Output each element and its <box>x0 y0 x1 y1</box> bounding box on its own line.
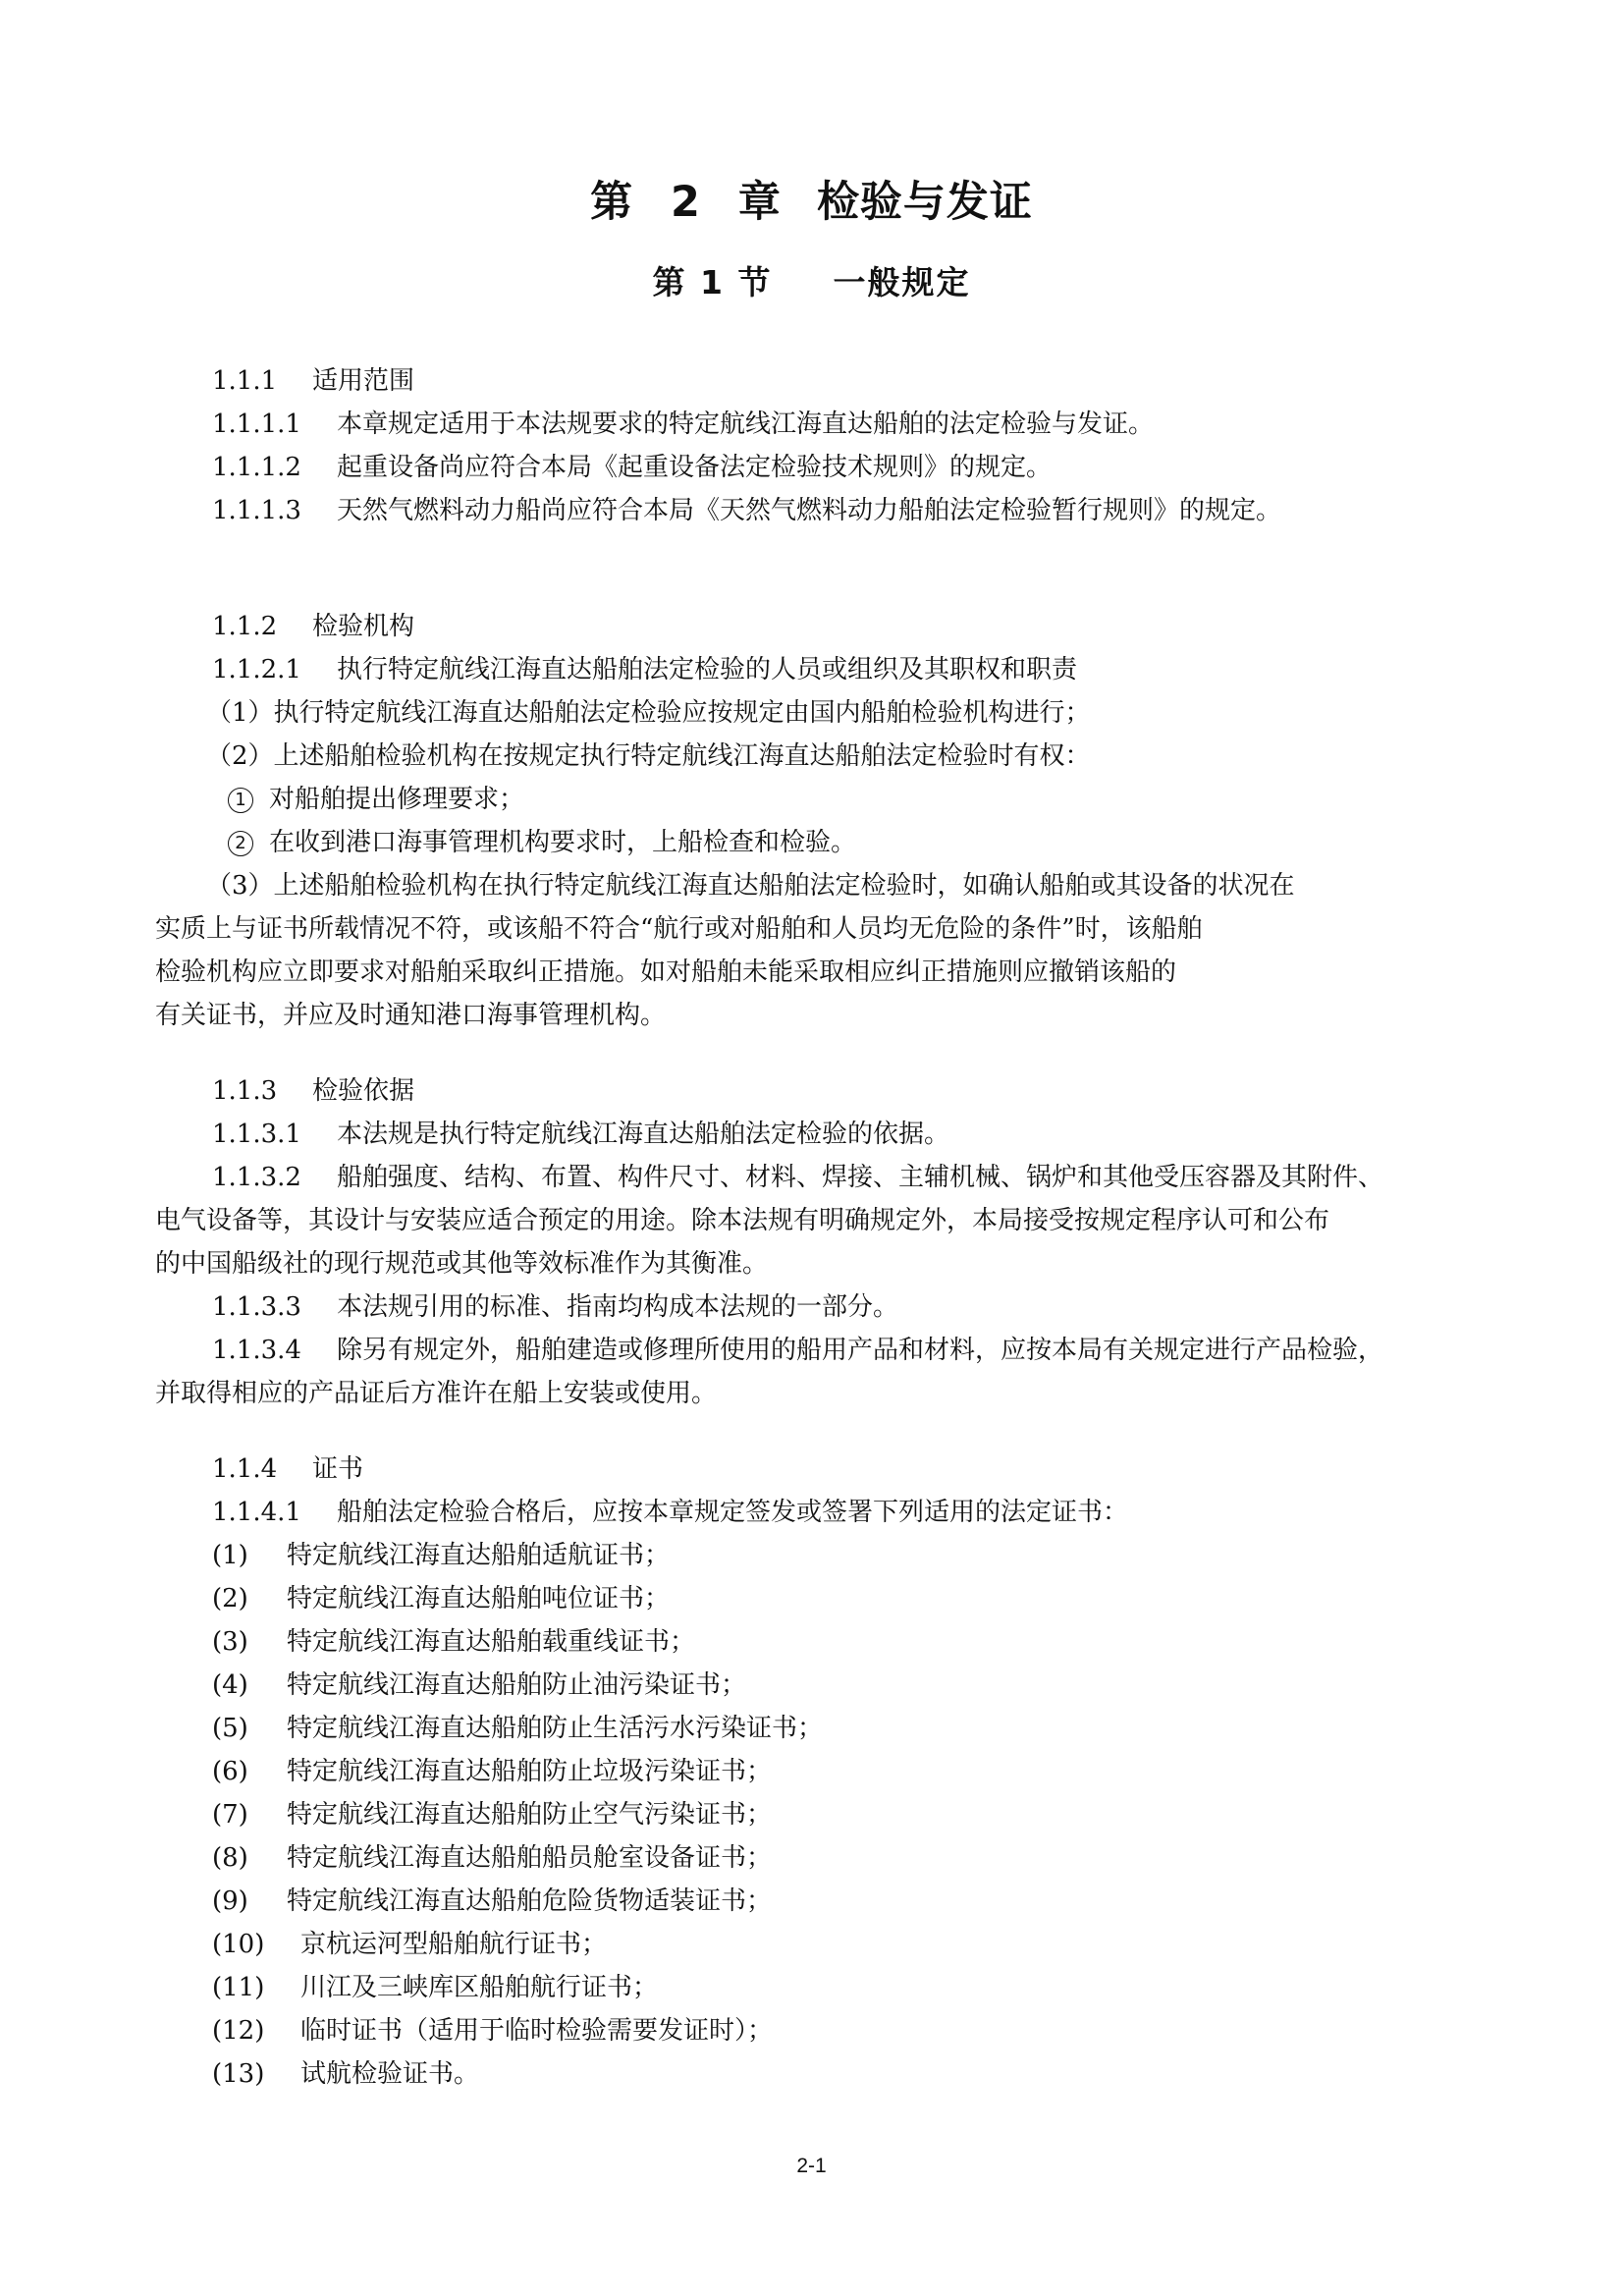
sub-item-1 <box>228 785 524 815</box>
clause-1-1-3-3 <box>212 1292 898 1323</box>
item-text: 特定航线江海直达船舶防止空气污染证书； <box>287 1800 773 1830</box>
certificate-item <box>212 1757 772 1787</box>
clause-text: 本法规是执行特定航线江海直达船舶法定检验的依据。 <box>337 1120 950 1149</box>
item-text: 特定航线江海直达船舶防止垃圾污染证书； <box>287 1757 773 1786</box>
heading-number: 1.1.2 <box>212 612 278 641</box>
certificate-item <box>212 1973 658 2003</box>
clause-text: 本章规定适用于本法规要求的特定航线江海直达船舶的法定检验与发证。 <box>337 410 1155 439</box>
sub-item-text: 对船舶提出修理要求； <box>269 785 525 814</box>
item-marker: (10) <box>212 1930 265 1959</box>
heading-1-1-2 <box>212 612 414 642</box>
item-text: 特定航线江海直达船舶防止生活污水污染证书； <box>287 1714 824 1743</box>
certificate-item <box>212 1714 823 1744</box>
item-text: 特定航线江海直达船舶船员舱室设备证书； <box>287 1843 773 1873</box>
clause-1-1-3-2-line-3: 的中国船级社的现行规范或其他等效标准作为其衡准。 <box>155 1249 769 1279</box>
heading-1-1-4 <box>212 1454 363 1485</box>
certificate-item <box>212 1930 607 1960</box>
clause-1-1-3-1 <box>212 1120 949 1150</box>
heading-number: 1.1.1 <box>212 366 278 396</box>
item-marker: (6) <box>212 1757 248 1786</box>
clause-number: 1.1.2.1 <box>212 655 301 684</box>
heading-label: 检验机构 <box>312 612 415 641</box>
heading-number: 1.1.3 <box>212 1076 278 1106</box>
circled-number: 2 <box>228 831 253 856</box>
item-marker: (9) <box>212 1886 248 1916</box>
clause-text: 船舶强度、结构、布置、构件尺寸、材料、焊接、主辅机械、锅炉和其他受压容器及其附件、 <box>337 1163 1384 1192</box>
sub-item-2 <box>228 828 856 858</box>
chapter-title <box>0 169 1623 229</box>
paragraph-3-line-2: 实质上与证书所载情况不符，或该船不符合“航行或对船舶和人员均无危险的条件”时，该船舶 <box>155 914 1203 944</box>
clause-text: 执行特定航线江海直达船舶法定检验的人员或组织及其职权和职责 <box>337 655 1078 684</box>
heading-number: 1.1.4 <box>212 1454 278 1484</box>
paragraph-3-line-4: 有关证书，并应及时通知港口海事管理机构。 <box>155 1001 667 1030</box>
item-marker: (1) <box>212 1541 248 1570</box>
heading-label: 适用范围 <box>312 366 415 396</box>
paragraph-1: （1）执行特定航线江海直达船舶法定检验应按规定由国内船舶检验机构进行； <box>206 698 1091 728</box>
section-name: 一般规定 <box>833 263 971 301</box>
certificate-item <box>212 1843 772 1874</box>
item-marker: (12) <box>212 2016 265 2046</box>
clause-number: 1.1.3.4 <box>212 1336 301 1365</box>
item-marker: (5) <box>212 1714 248 1743</box>
item-text: 特定航线江海直达船舶危险货物适装证书； <box>287 1886 773 1916</box>
clause-1-1-1-3 <box>212 496 1281 526</box>
clause-text: 起重设备尚应符合本局《起重设备法定检验技术规则》的规定。 <box>337 453 1053 482</box>
item-text: 川江及三峡库区船舶航行证书； <box>300 1973 659 2002</box>
certificate-item <box>212 1584 670 1614</box>
item-text: 京杭运河型船舶航行证书； <box>300 1930 608 1959</box>
clause-1-1-3-4 <box>212 1336 1383 1366</box>
section-title <box>0 257 1623 303</box>
certificate-item <box>212 2059 479 2090</box>
certificate-item <box>212 1800 772 1831</box>
clause-number: 1.1.3.1 <box>212 1120 301 1149</box>
clause-1-1-3-2 <box>212 1163 1383 1193</box>
clause-number: 1.1.1.2 <box>212 453 301 482</box>
section-number: 第 1 节 <box>652 263 773 301</box>
item-marker: (8) <box>212 1843 248 1873</box>
chapter-number: 第 2 章 <box>590 178 782 227</box>
heading-1-1-1 <box>212 366 414 397</box>
clause-number: 1.1.3.2 <box>212 1163 301 1192</box>
heading-label: 证书 <box>312 1454 364 1484</box>
item-text: 特定航线江海直达船舶适航证书； <box>287 1541 671 1570</box>
circled-number: 1 <box>228 788 253 813</box>
clause-1-1-4-1 <box>212 1498 1128 1528</box>
item-text: 试航检验证书。 <box>300 2059 480 2089</box>
item-marker: (7) <box>212 1800 248 1830</box>
clause-number: 1.1.4.1 <box>212 1498 301 1527</box>
certificate-item <box>212 1627 695 1658</box>
page-number: 2-1 <box>796 2155 827 2177</box>
clause-text: 天然气燃料动力船尚应符合本局《天然气燃料动力船舶法定检验暂行规则》的规定。 <box>337 496 1282 525</box>
clause-1-1-1-2 <box>212 453 1052 483</box>
clause-text: 本法规引用的标准、指南均构成本法规的一部分。 <box>337 1292 899 1322</box>
item-marker: (11) <box>212 1973 265 2002</box>
certificate-item <box>212 1541 670 1571</box>
paragraph-3-line-1: （3）上述船舶检验机构在执行特定航线江海直达船舶法定检验时，如确认船舶或其设备的状况在 <box>206 871 1295 901</box>
item-text: 临时证书（适用于临时检验需要发证时）； <box>300 2016 774 2046</box>
heading-1-1-3 <box>212 1076 414 1107</box>
clause-text: 除另有规定外，船舶建造或修理所使用的船用产品和材料，应按本局有关规定进行产品检验， <box>337 1336 1384 1365</box>
clause-number: 1.1.3.3 <box>212 1292 301 1322</box>
clause-1-1-1-1 <box>212 410 1154 440</box>
item-text: 特定航线江海直达船舶吨位证书； <box>287 1584 671 1613</box>
item-text: 特定航线江海直达船舶载重线证书； <box>287 1627 696 1657</box>
certificate-item <box>212 1670 746 1701</box>
clause-1-1-2-1 <box>212 655 1077 685</box>
clause-number: 1.1.1.1 <box>212 410 301 439</box>
clause-1-1-3-2-line-2: 电气设备等，其设计与安装应适合预定的用途。除本法规有明确规定外，本局接受按规定程序认可和公布 <box>155 1206 1330 1235</box>
item-marker: (2) <box>212 1584 248 1613</box>
clause-number: 1.1.1.3 <box>212 496 301 525</box>
item-marker: (13) <box>212 2059 265 2089</box>
certificate-item <box>212 1886 772 1917</box>
clause-1-1-3-4-line-2: 并取得相应的产品证后方准许在船上安装或使用。 <box>155 1379 718 1408</box>
clause-text: 船舶法定检验合格后，应按本章规定签发或签署下列适用的法定证书： <box>337 1498 1129 1527</box>
item-marker: (4) <box>212 1670 248 1700</box>
item-text: 特定航线江海直达船舶防止油污染证书； <box>287 1670 747 1700</box>
sub-item-text: 在收到港口海事管理机构要求时，上船检查和检验。 <box>269 828 857 857</box>
item-marker: (3) <box>212 1627 248 1657</box>
certificate-item <box>212 2016 773 2047</box>
chapter-name: 检验与发证 <box>816 178 1033 227</box>
paragraph-2: （2）上述船舶检验机构在按规定执行特定航线江海直达船舶法定检验时有权： <box>206 741 1091 771</box>
heading-label: 检验依据 <box>312 1076 415 1106</box>
paragraph-3-line-3: 检验机构应立即要求对船舶采取纠正措施。如对船舶未能采取相应纠正措施则应撤销该船的 <box>155 957 1177 987</box>
